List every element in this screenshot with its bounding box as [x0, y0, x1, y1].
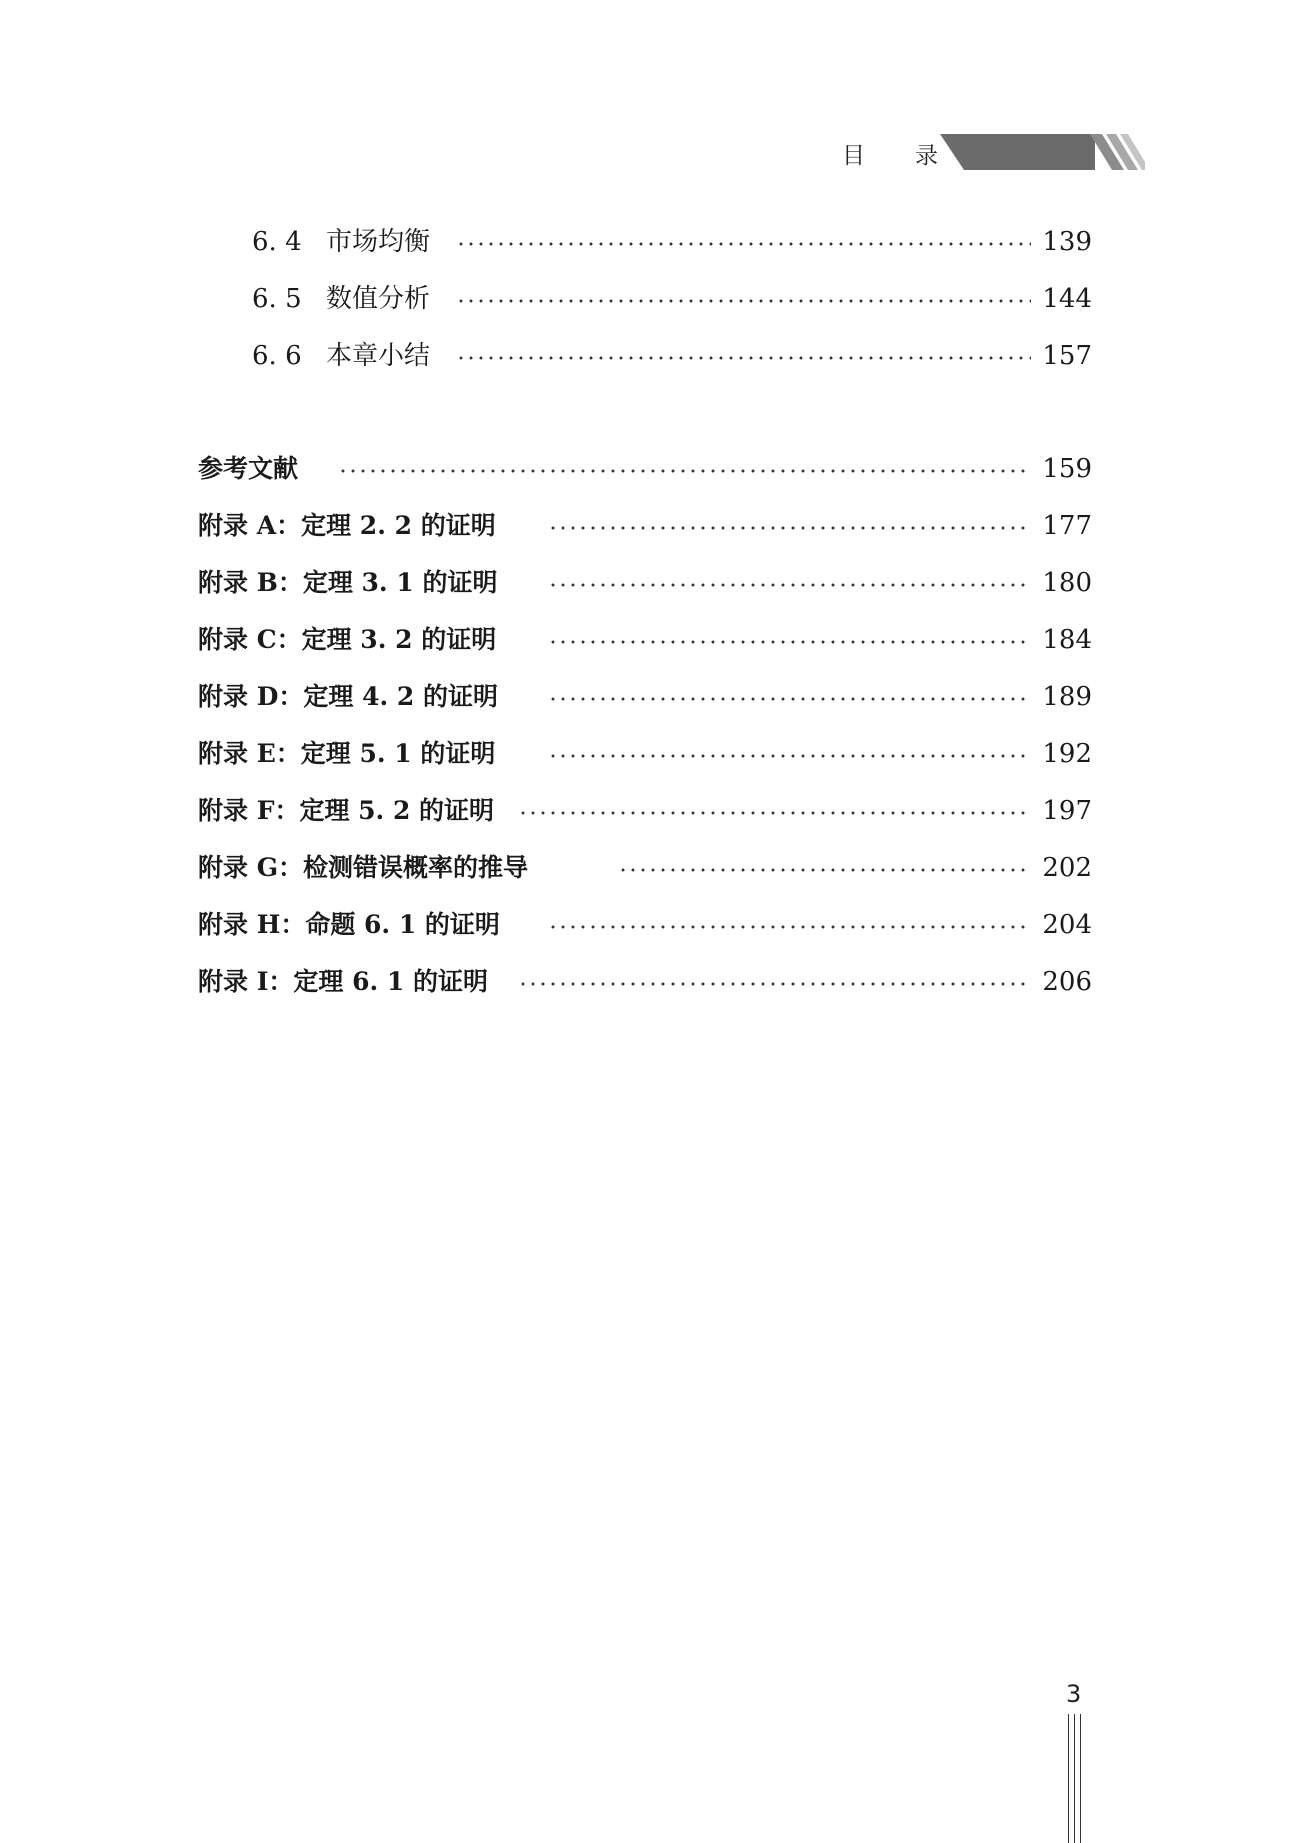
toc-entry-title: 附录 H：命题 6. 1 的证明 — [198, 910, 500, 939]
toc-entry[interactable] — [0, 618, 1292, 662]
toc-entry[interactable] — [0, 732, 1292, 776]
toc-entry-page: 157 — [1042, 341, 1092, 371]
toc-entry-page: 177 — [1042, 511, 1092, 541]
toc-leader-dots — [518, 811, 1031, 815]
toc-entry-number: 6. 4 — [252, 227, 302, 257]
toc-leader-dots — [548, 925, 1031, 929]
footer-rule-2 — [1074, 1714, 1075, 1843]
toc-entry-title: 附录 F：定理 5. 2 的证明 — [198, 796, 495, 825]
toc-entry-page: 184 — [1042, 625, 1092, 655]
toc-entry-title: 附录 A：定理 2. 2 的证明 — [198, 511, 496, 540]
toc-entry-title: 附录 I：定理 6. 1 的证明 — [198, 967, 489, 996]
footer-rule-3 — [1080, 1714, 1081, 1843]
toc-entry-title: 本章小结 — [326, 341, 431, 371]
toc-entry-title: 附录 B：定理 3. 1 的证明 — [198, 568, 498, 597]
toc-entry[interactable] — [0, 447, 1292, 491]
toc-leader-dots — [518, 982, 1031, 986]
toc-entry-page: 206 — [1042, 967, 1092, 997]
toc-entry-page: 192 — [1042, 739, 1092, 769]
toc-leader-dots — [548, 754, 1031, 758]
toc-entry[interactable] — [0, 960, 1292, 1004]
toc-leader-dots — [548, 583, 1031, 587]
toc-entry-page: 189 — [1042, 682, 1092, 712]
page-number: 3 — [1066, 1680, 1082, 1708]
toc-entry-number: 6. 6 — [252, 341, 302, 371]
toc-entry[interactable] — [0, 561, 1292, 605]
toc-entry-title: 市场均衡 — [326, 227, 431, 257]
toc-entry-title: 附录 D：定理 4. 2 的证明 — [198, 682, 498, 711]
toc-entry-page: 180 — [1042, 568, 1092, 598]
toc-entry-page: 139 — [1042, 227, 1092, 257]
toc-entry-title: 附录 E：定理 5. 1 的证明 — [198, 739, 496, 768]
toc-entry-page: 197 — [1042, 796, 1092, 826]
toc-entry-title: 附录 G：检测错误概率的推导 — [198, 853, 529, 882]
toc-entry[interactable] — [0, 846, 1292, 890]
toc-entry[interactable] — [0, 789, 1292, 833]
toc-entry[interactable] — [0, 334, 1292, 378]
toc-entry-page: 159 — [1042, 454, 1092, 484]
toc-leader-dots — [548, 526, 1031, 530]
footer-rule-1 — [1068, 1714, 1069, 1843]
toc-entry-title: 附录 C：定理 3. 2 的证明 — [198, 625, 497, 654]
toc-entry[interactable] — [0, 220, 1292, 264]
toc-entry[interactable] — [0, 675, 1292, 719]
toc-leader-dots — [618, 868, 1031, 872]
toc-entry-title: 数值分析 — [326, 284, 431, 314]
header-section-char-2: 录 — [915, 143, 938, 169]
toc-leader-dots — [338, 469, 1031, 473]
toc-leader-dots — [456, 356, 1031, 360]
toc-entry-page: 202 — [1042, 853, 1092, 883]
toc-leader-dots — [548, 640, 1031, 644]
header-section-char-1: 目 — [842, 143, 865, 169]
toc-entry-number: 6. 5 — [252, 284, 302, 314]
toc-entry[interactable] — [0, 277, 1292, 321]
toc-entry-page: 144 — [1042, 284, 1092, 314]
toc-leader-dots — [456, 299, 1031, 303]
toc-leader-dots — [456, 242, 1031, 246]
toc-entry-page: 204 — [1042, 910, 1092, 940]
toc-leader-dots — [548, 697, 1031, 701]
toc-entry-title: 参考文献 — [198, 454, 299, 483]
toc-entry[interactable] — [0, 504, 1292, 548]
toc-entry[interactable] — [0, 903, 1292, 947]
